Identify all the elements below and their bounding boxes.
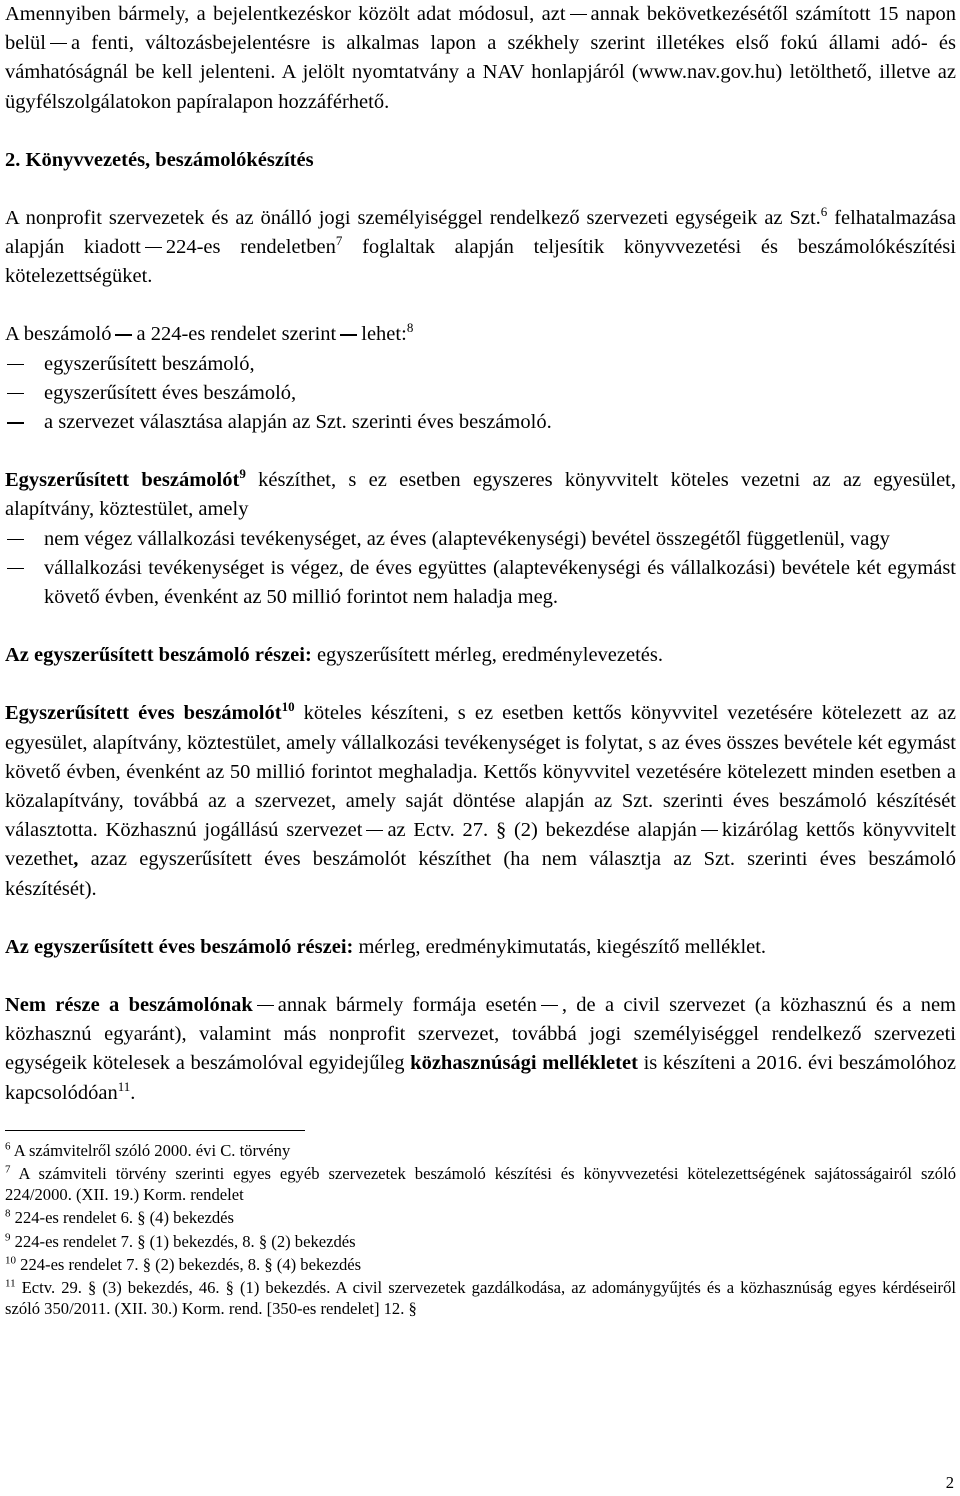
dash bbox=[257, 1005, 274, 1007]
footnote-number: 7 bbox=[5, 1163, 11, 1176]
p3-text: készíthet, s ez esetben egyszeres könyvvitelt köteles vezetni az az egyesület, alapítvány, köztestület, amely bbox=[5, 469, 956, 521]
p2-text-a: A beszámoló bbox=[5, 323, 112, 346]
footnote-text: Ectv. 29. § (3) bekezdés, 46. § (1) bekezdés. A civil szervezetek gazdálkodása, az adománygyűjtés és a közhasznúság egyes kérdéseiről szóló 350/2011. (XII. 30.) Korm. rend. [350-es rendelet] 12. § bbox=[5, 1278, 956, 1318]
p6-bold: Az egyszerűsített éves beszámoló részei: bbox=[5, 935, 354, 958]
intro-text-3: a fenti, változásbejelentésre is alkalmas lapon a székhely szerint illetékes első fokú állami adó- és vámhatóságnál be kell jelenteni. A jelölt nyomtatvány a NAV honlapjáról (www.nav.gov.hu) letölthető, illetve az ügyfélszolgálatokon papíralapon hozzáférhető. bbox=[5, 32, 956, 113]
footnote-number: 10 bbox=[5, 1254, 16, 1267]
dash bbox=[115, 334, 132, 336]
p4-text: egyszerűsített mérleg, eredménylevezetés. bbox=[311, 644, 663, 667]
p5-text-4: azaz egyszerűsített éves beszámolót készíthet (ha nem választja az Szt. szerinti éves beszámoló készítését). bbox=[5, 848, 956, 900]
p1-text-d: foglaltak alapján teljesítik könyvvezetési és beszámolókészítési kötelezettségüket. bbox=[5, 236, 956, 288]
footnotes bbox=[5, 1141, 956, 1319]
footnote-divider bbox=[5, 1130, 305, 1131]
p7-bold-2: közhasznúsági mellékletet bbox=[410, 1052, 638, 1075]
footnote bbox=[5, 1278, 956, 1319]
footnote-ref-7[interactable]: 7 bbox=[335, 233, 343, 249]
paragraph-report-types bbox=[5, 320, 956, 349]
page-number: 2 bbox=[945, 1473, 954, 1492]
footnote-text: 224-es rendelet 7. § (2) bekezdés, 8. § (4) bekezdés bbox=[16, 1254, 362, 1274]
p1-text-a: A nonprofit szervezetek és az önálló jogi személyiséggel rendelkező szervezeti egységeik az Szt. bbox=[5, 206, 821, 229]
conditions-list bbox=[5, 525, 956, 613]
intro-text-2: annak bekövetkezésétől számított 15 napon belül bbox=[5, 3, 956, 55]
dash bbox=[340, 334, 357, 336]
document-page bbox=[5, 0, 956, 1322]
dash bbox=[570, 14, 587, 16]
intro-paragraph bbox=[5, 0, 956, 117]
section-heading: 2. Könyvvezetés, beszámolókészítés bbox=[5, 148, 314, 171]
p7-bold: Nem része a beszámolónak bbox=[5, 994, 253, 1017]
footnote bbox=[5, 1232, 956, 1252]
footnote bbox=[5, 1141, 956, 1161]
report-types-list bbox=[5, 350, 956, 438]
p1-text-c: 224-es rendeletben bbox=[165, 236, 336, 259]
p5-text-2: az Ectv. 27. § (2) bekezdése alapján bbox=[387, 819, 697, 842]
dash bbox=[366, 830, 383, 832]
footnote-text: 224-es rendelet 6. § (4) bekezdés bbox=[10, 1208, 234, 1228]
footnote-number: 8 bbox=[5, 1207, 11, 1220]
p7-text-1: annak bármely formája esetén bbox=[277, 994, 537, 1017]
p4-bold: Az egyszerűsített beszámoló részei: bbox=[5, 644, 312, 667]
list-item: nem végez vállalkozási tevékenységet, az éves (alaptevékenységi) bevétel összegétől függetlenül, vagy bbox=[5, 525, 956, 554]
p1-text-b: felhatalmazása alapján kiadott bbox=[5, 206, 956, 259]
footnote-number: 6 bbox=[5, 1140, 11, 1153]
footnote bbox=[5, 1164, 956, 1205]
paragraph-simplified-report bbox=[5, 466, 956, 524]
list-item: a szervezet választása alapján az Szt. szerinti éves beszámoló. bbox=[5, 408, 956, 437]
footnote-ref-9[interactable]: 9 bbox=[239, 466, 246, 482]
footnote-number: 9 bbox=[5, 1230, 11, 1243]
dash bbox=[701, 830, 718, 832]
footnote-text: A számviteli törvény szerinti egyes egyéb szervezetek beszámoló készítési és könyvvezetési kötelezettségének sajátosságairól szóló 224/2000. (XII. 19.) Korm. rendelet bbox=[5, 1164, 956, 1204]
paragraph-simplified-parts bbox=[5, 641, 956, 670]
footnote-ref-8[interactable]: 8 bbox=[406, 320, 414, 336]
paragraph-annual-parts bbox=[5, 933, 956, 962]
p7-end: . bbox=[130, 1081, 136, 1104]
p5-bold-comma: , bbox=[73, 848, 79, 871]
list-item: egyszerűsített beszámoló, bbox=[5, 350, 956, 379]
paragraph-simplified-annual bbox=[5, 699, 956, 903]
p5-bold: Egyszerűsített éves beszámolót bbox=[5, 702, 282, 725]
paragraph-nonprofit bbox=[5, 204, 956, 292]
p3-bold: Egyszerűsített beszámolót bbox=[5, 469, 240, 492]
p5-text-3: kizárólag kettős könyvvitelt vezethet bbox=[5, 819, 956, 871]
p6-text: mérleg, eredménykimutatás, kiegészítő melléklet. bbox=[353, 935, 767, 958]
list-item: vállalkozási tevékenységet is végez, de éves együttes (alaptevékenységi és vállalkozási) bevétele két egymást követő évben, évenként az 50 millió forintot nem haladja meg. bbox=[5, 554, 956, 612]
p2-text-c: lehet: bbox=[361, 323, 407, 346]
list-item: egyszerűsített éves beszámoló, bbox=[5, 379, 956, 408]
footnote-number: 11 bbox=[5, 1277, 16, 1290]
p5-text: köteles készíteni, s ez esetben kettős könyvvitel vezetésére kötelezett az az egyesület, alapítvány, köztestület, amely vállalkozási tevékenységet is folytat, s az éves összes bevétele két egymást követő évben, évenként az 50 millió forintot meghaladja. Kettős könyvvitel vezetésére kötelezett minden esetben a közalapítvány, továbbá az a szervezet, amely saját döntése alapján az Szt. szerinti éves beszámoló készítését választotta. Közhasznú jogállású szervezet bbox=[5, 702, 956, 842]
dash bbox=[145, 247, 162, 249]
p7-text-3: is készíteni a 2016. évi beszámolóhoz kapcsolódóan bbox=[5, 1052, 956, 1104]
p7-text-2: , de a civil szervezet (a közhasznú és a nem közhasznú egyaránt), valamint más nonprofit szervezet, továbbá jogi személyiséggel rendelkező szervezeti egységeik kötelesek a beszámolóval egyidejűleg bbox=[5, 994, 956, 1075]
p2-text-b: a 224-es rendelet szerint bbox=[136, 323, 337, 346]
paragraph-not-part bbox=[5, 991, 956, 1108]
footnote bbox=[5, 1208, 956, 1228]
footnote-ref-11[interactable]: 11 bbox=[117, 1078, 131, 1094]
intro-text-1: Amennyiben bármely, a bejelentkezéskor közölt adat módosul, azt bbox=[5, 3, 566, 25]
footnote-text: 224-es rendelet 7. § (1) bekezdés, 8. § (2) bekezdés bbox=[10, 1231, 356, 1251]
footnote-text: A számvitelről szóló 2000. évi C. törvény bbox=[10, 1140, 291, 1160]
dash bbox=[50, 43, 67, 45]
footnote-ref-6[interactable]: 6 bbox=[820, 203, 828, 219]
footnote bbox=[5, 1255, 956, 1275]
footnote-ref-10[interactable]: 10 bbox=[281, 699, 295, 715]
dash bbox=[541, 1005, 558, 1007]
